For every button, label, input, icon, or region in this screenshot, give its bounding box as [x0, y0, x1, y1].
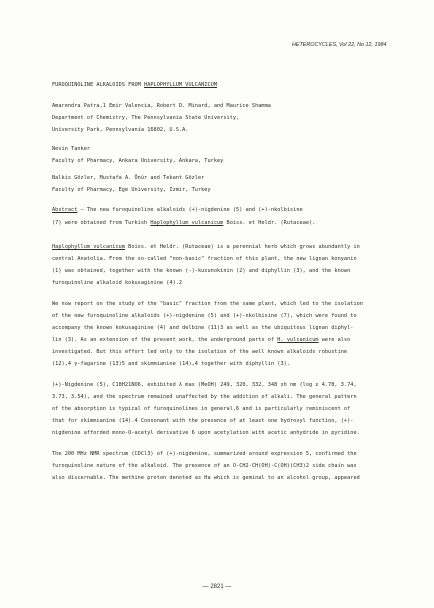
abstract-line: [52, 208, 303, 213]
paragraph-line: 3.73, 3.54), and the spectrum remained unaffected by the addition of alkali. The general pattern: [52, 394, 357, 400]
paragraph-line: (1) was obtained, together with the known (-)-kusunokinin (2) and diphyllin (3), and the known: [52, 268, 351, 274]
paragraph-line: We now report on the study of the "basic" fraction from the same plant, which led to the isolation: [52, 301, 363, 307]
page-number: — 2821 —: [202, 584, 232, 590]
author-name: Nevin Tanker: [52, 146, 91, 152]
paragraph-line: (12),4 γ-fagarine (13)5 and skimmianine (14),4 together with diphyllin (3).: [52, 361, 290, 367]
paragraph-line: nigdenine afforded mono-O-acetyl derivative 6 upon acetylation with acetic anhydride in pyridine.: [52, 430, 360, 436]
abstract-line: (7) were obtained from Turkish Haplophyllum vulcanicum Boiss. et Heldr. (Rutaceae).: [52, 220, 316, 226]
paragraph-line: accompany the known kokusaginine (4) and delbine (11)3 as well as the ubiquitous lignan diphyl-: [52, 325, 354, 331]
paragraph-line: (+)-Nigdenine (5), C18H21NO6, exhibited λ max (MeOH) 249, 320, 332, 348 sh nm (log ε 4.78, 3.74,: [52, 382, 357, 388]
affiliation-line: Faculty of Pharmacy, Ege University, Izmir, Turkey: [52, 187, 211, 193]
paragraph-line: Haplophyllum vulcanicum Boiss. et Heldr. (Rutaceae) is a perennial herb which grows abundantly in: [52, 244, 360, 250]
abstract-label: Abstract: [52, 207, 78, 213]
species-name: Haplophyllum vulcanicum: [52, 244, 125, 250]
species-name: H. vulcanicum: [277, 337, 319, 343]
paragraph-line: The 200 MHz NMR spectrum (CDCl3) of (+)-nigdenine, summarized around expression 5, confirmed the: [52, 451, 357, 457]
article-title: [52, 83, 217, 88]
affiliation-line: Faculty of Pharmacy, Ankara University, Ankara, Turkey: [52, 158, 224, 164]
paragraph-line: that for skimmianine (14).4 Consonant with the presence of at least one hydroxyl function, (+)-: [52, 418, 354, 424]
paragraph-line: investigated. But this effort led only to the isolation of the well known alkaloids robustine: [52, 349, 348, 355]
author-name: Balkis Gözler, Mustafa A. Önür and Tekant Gözler: [52, 175, 205, 181]
journal-header: HETEROCYCLES, Vol 22, No 12, 1984: [292, 42, 387, 48]
paragraph-line: also discernable. The methine proton denoted as Ha which is geminal to an alcohol group, appeared: [52, 475, 360, 481]
paragraph-line: furoquinoline nature of the alkaloid. The presence of an O-CH2-CH(OH)-C(OH)(CH3)2 side chain was: [52, 463, 357, 469]
paragraph-line: of the absorption is typical of furoquinolines in general,6 and is particularly reminiscent of: [52, 406, 351, 412]
affiliation-line: Department of Chemistry, The Pennsylvania State University,: [52, 115, 240, 121]
title-prefix: FUROQUINOLINE ALKALOIDS FROM: [52, 82, 145, 88]
affiliation-line: University Park, Pennsylvania 16802, U.S.A.: [52, 127, 189, 133]
author-list: Amarendra Patra,1 Emir Valencia, Robert D. Minard, and Maurice Shamma: [52, 103, 271, 109]
title-species: HAPLOPHYLLUM VULCANICUM: [144, 82, 218, 88]
paragraph-line: lin (3). As an extension of the present work, the underground parts of H. vulcanicum were also: [52, 337, 351, 343]
paragraph-line: central Anatolia. From the so-called "non-basic" fraction of this plant, the new lignan konyanin: [52, 256, 357, 262]
paragraph-line: furoquinoline alkaloid kokusaginine (4).2: [52, 280, 183, 286]
abstract-text: — The new furoquinoline alkaloids (+)-nigdenine (5) and (+)-nkolbisine: [77, 207, 303, 213]
paragraph-line: of the new furoquinoline alkaloids (+)-nigdenine (5) and (+)-nkolbisine (7), which were found to: [52, 313, 357, 319]
species-name: Haplophyllum vulcanicum: [150, 220, 224, 226]
